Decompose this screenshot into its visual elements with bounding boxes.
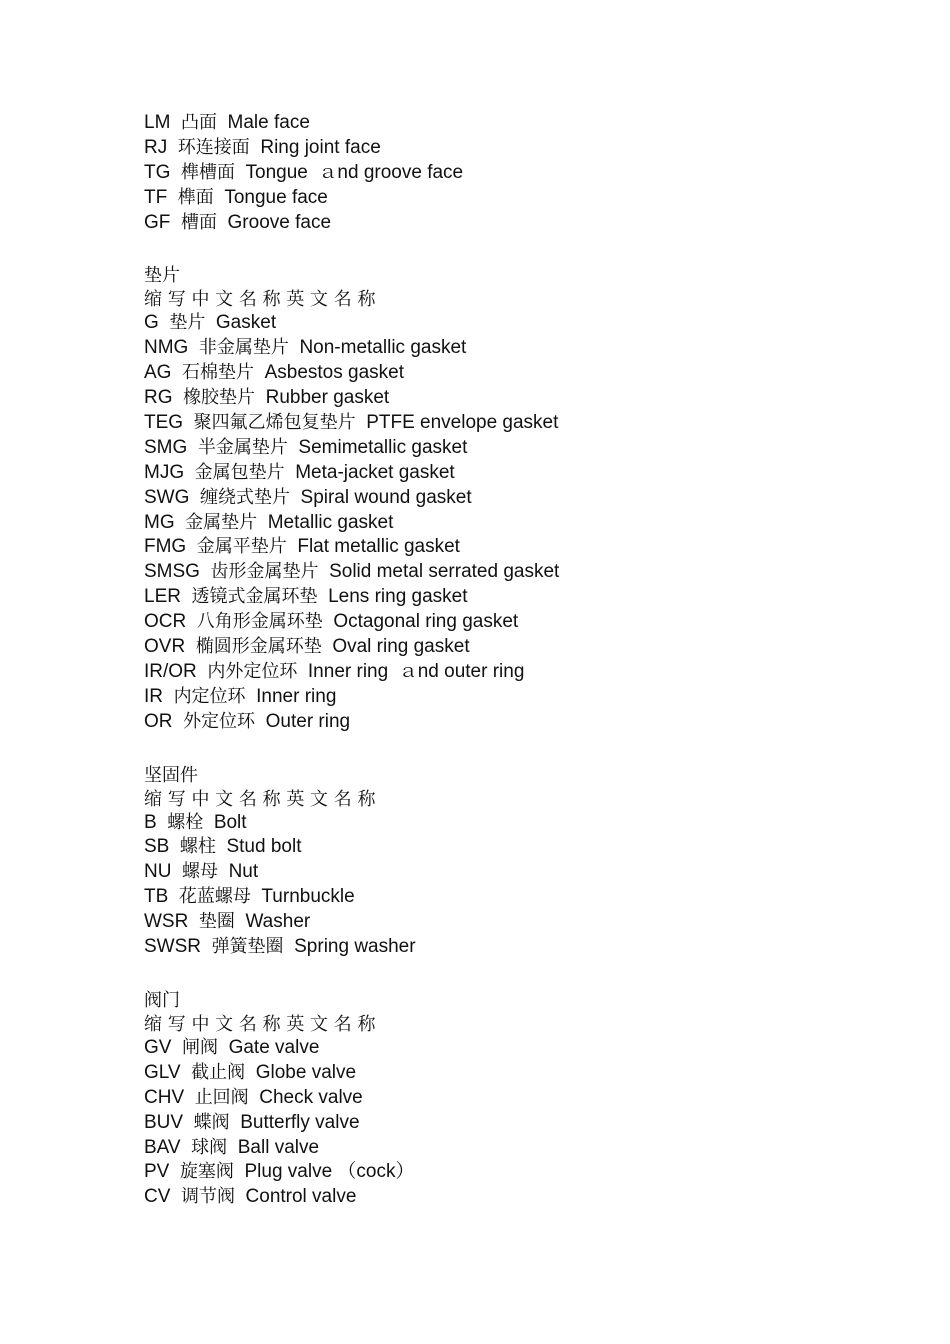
abbr: AG xyxy=(144,362,172,384)
zh-name: 闸阀 xyxy=(182,1036,219,1058)
en-name: Check valve xyxy=(259,1086,363,1108)
zh-name: 垫片 xyxy=(169,312,206,334)
en-name: Oval ring gasket xyxy=(332,636,470,658)
document-page xyxy=(144,111,904,1210)
list-item xyxy=(144,811,904,836)
list-item xyxy=(144,486,904,511)
zh-name: 聚四氟乙烯包复垫片 xyxy=(193,412,356,434)
en-name: Spring washer xyxy=(294,936,416,958)
zh-name: 内定位环 xyxy=(173,685,246,707)
abbr: OCR xyxy=(144,611,187,633)
en-name: Plug valve （cock） xyxy=(244,1161,415,1183)
list-item xyxy=(144,361,904,386)
list-item xyxy=(144,560,904,585)
abbr: BUV xyxy=(144,1111,184,1133)
section-heading: 阀门 xyxy=(144,989,180,1011)
zh-name: 调节阀 xyxy=(180,1186,235,1208)
en-name: Groove face xyxy=(227,211,332,233)
abbr: IR/OR xyxy=(144,660,197,682)
abbr: LM xyxy=(144,112,171,133)
abbr: MG xyxy=(144,511,175,533)
abbr: RJ xyxy=(144,136,168,158)
zh-name: 内外定位环 xyxy=(207,660,298,682)
valves-section xyxy=(144,987,904,1210)
en-name: Butterfly valve xyxy=(240,1111,360,1133)
zh-name: 金属包垫片 xyxy=(194,461,285,483)
list-item xyxy=(144,585,904,610)
en-name: Lens ring gasket xyxy=(328,586,468,608)
zh-name: 椭圆形金属环垫 xyxy=(195,636,322,658)
gaskets-section xyxy=(144,262,904,734)
zh-name: 榫槽面 xyxy=(180,161,235,183)
abbr: BAV xyxy=(144,1136,181,1158)
en-name: Ring joint face xyxy=(260,136,381,158)
zh-name: 螺母 xyxy=(182,861,219,883)
section-heading: 垫片 xyxy=(144,265,180,287)
list-item xyxy=(144,511,904,536)
abbr: B xyxy=(144,811,157,833)
abbr: SWSR xyxy=(144,936,201,958)
column-headers: 缩 写 中 文 名 称 英 文 名 称 xyxy=(144,289,376,311)
abbr: GV xyxy=(144,1036,172,1058)
list-item xyxy=(144,111,904,136)
abbr: OR xyxy=(144,710,173,732)
abbr: CHV xyxy=(144,1086,185,1108)
list-item xyxy=(144,860,904,885)
en-name: Inner ring xyxy=(256,685,337,707)
list-item xyxy=(144,885,904,910)
list-item xyxy=(144,161,904,186)
zh-name: 截止阀 xyxy=(191,1061,246,1083)
en-name: Tongue face xyxy=(224,186,328,208)
abbr: CV xyxy=(144,1186,171,1208)
en-name: Asbestos gasket xyxy=(264,362,404,384)
list-item xyxy=(144,1086,904,1111)
section-heading: 坚固件 xyxy=(144,764,198,786)
zh-name: 金属垫片 xyxy=(185,511,258,533)
abbr: SWG xyxy=(144,486,190,508)
list-item xyxy=(144,1036,904,1061)
list-item xyxy=(144,935,904,960)
en-name: Turnbuckle xyxy=(261,886,355,908)
list-item xyxy=(144,186,904,211)
list-item xyxy=(144,461,904,486)
zh-name: 凸面 xyxy=(180,112,217,133)
en-name: Octagonal ring gasket xyxy=(333,611,519,633)
abbr: PV xyxy=(144,1161,170,1183)
zh-name: 榫面 xyxy=(177,186,214,208)
zh-name: 半金属垫片 xyxy=(197,436,288,458)
zh-name: 垫圈 xyxy=(198,911,235,933)
abbr: NU xyxy=(144,861,172,883)
list-item xyxy=(144,386,904,411)
zh-name: 金属平垫片 xyxy=(196,536,287,558)
en-name: Globe valve xyxy=(255,1061,357,1083)
list-item xyxy=(144,211,904,236)
section-gap xyxy=(144,960,904,987)
list-item xyxy=(144,1160,904,1185)
list-item xyxy=(144,660,904,685)
list-item xyxy=(144,710,904,735)
abbr: TF xyxy=(144,186,168,208)
zh-name: 缠绕式垫片 xyxy=(199,486,290,508)
list-item xyxy=(144,411,904,436)
en-name: Tongue ａnd groove face xyxy=(245,161,464,183)
en-name: Flat metallic gasket xyxy=(297,536,460,558)
en-name: Gate valve xyxy=(228,1036,320,1058)
abbr: SMSG xyxy=(144,561,200,583)
zh-name: 透镜式金属环垫 xyxy=(191,586,318,608)
zh-name: 螺栓 xyxy=(167,811,204,833)
abbr: TEG xyxy=(144,412,184,434)
list-item xyxy=(144,136,904,161)
zh-name: 止回阀 xyxy=(194,1086,249,1108)
list-item xyxy=(144,336,904,361)
en-name: Spiral wound gasket xyxy=(300,486,472,508)
zh-name: 弹簧垫圈 xyxy=(211,936,284,958)
list-item xyxy=(144,1136,904,1161)
en-name: Control valve xyxy=(245,1186,357,1208)
list-item xyxy=(144,311,904,336)
en-name: Washer xyxy=(245,911,311,933)
abbr: TB xyxy=(144,886,169,908)
en-name: Metallic gasket xyxy=(267,511,394,533)
abbr: G xyxy=(144,312,159,334)
zh-name: 齿形金属垫片 xyxy=(210,561,319,583)
abbr: GLV xyxy=(144,1061,181,1083)
en-name: Semimetallic gasket xyxy=(298,436,468,458)
abbr: OVR xyxy=(144,636,186,658)
zh-name: 外定位环 xyxy=(183,710,256,732)
zh-name: 石棉垫片 xyxy=(182,362,255,384)
list-item xyxy=(144,635,904,660)
abbr: MJG xyxy=(144,461,185,483)
zh-name: 八角形金属环垫 xyxy=(196,611,323,633)
zh-name: 橡胶垫片 xyxy=(183,387,256,409)
en-name: Inner ring ａnd outer ring xyxy=(307,660,525,682)
en-name: Meta-jacket gasket xyxy=(295,461,455,483)
en-name: Non-metallic gasket xyxy=(299,337,467,359)
zh-name: 环连接面 xyxy=(177,136,250,158)
en-name: Gasket xyxy=(215,312,277,334)
column-headers: 缩 写 中 文 名 称 英 文 名 称 xyxy=(144,1013,376,1035)
en-name: Outer ring xyxy=(265,710,351,732)
abbr: SMG xyxy=(144,436,188,458)
flange-faces-list xyxy=(144,111,904,235)
abbr: RG xyxy=(144,387,173,409)
column-headers: 缩 写 中 文 名 称 英 文 名 称 xyxy=(144,788,376,810)
list-item xyxy=(144,835,904,860)
fasteners-section xyxy=(144,762,904,960)
abbr: IR xyxy=(144,685,163,707)
zh-name: 旋塞阀 xyxy=(179,1161,234,1183)
list-item xyxy=(144,436,904,461)
zh-name: 球阀 xyxy=(191,1136,228,1158)
list-item xyxy=(144,610,904,635)
zh-name: 槽面 xyxy=(180,211,217,233)
section-gap xyxy=(144,735,904,762)
en-name: PTFE envelope gasket xyxy=(366,412,559,434)
en-name: Nut xyxy=(228,861,259,883)
abbr: WSR xyxy=(144,911,189,933)
list-item xyxy=(144,535,904,560)
en-name: Stud bolt xyxy=(226,836,302,858)
abbr: FMG xyxy=(144,536,187,558)
list-item xyxy=(144,910,904,935)
zh-name: 螺柱 xyxy=(179,836,216,858)
list-item xyxy=(144,1061,904,1086)
zh-name: 蝶阀 xyxy=(193,1111,230,1133)
list-item xyxy=(144,685,904,710)
zh-name: 花蓝螺母 xyxy=(178,886,251,908)
section-gap xyxy=(144,235,904,262)
list-item xyxy=(144,1111,904,1136)
abbr: TG xyxy=(144,161,171,183)
abbr: SB xyxy=(144,836,170,858)
en-name: Ball valve xyxy=(237,1136,320,1158)
abbr: GF xyxy=(144,211,171,233)
zh-name: 非金属垫片 xyxy=(198,337,289,359)
en-name: Rubber gasket xyxy=(265,387,390,409)
abbr: NMG xyxy=(144,337,189,359)
en-name: Bolt xyxy=(213,811,247,833)
abbr: LER xyxy=(144,586,181,608)
en-name: Male face xyxy=(227,112,310,133)
en-name: Solid metal serrated gasket xyxy=(329,561,560,583)
list-item xyxy=(144,1185,904,1210)
